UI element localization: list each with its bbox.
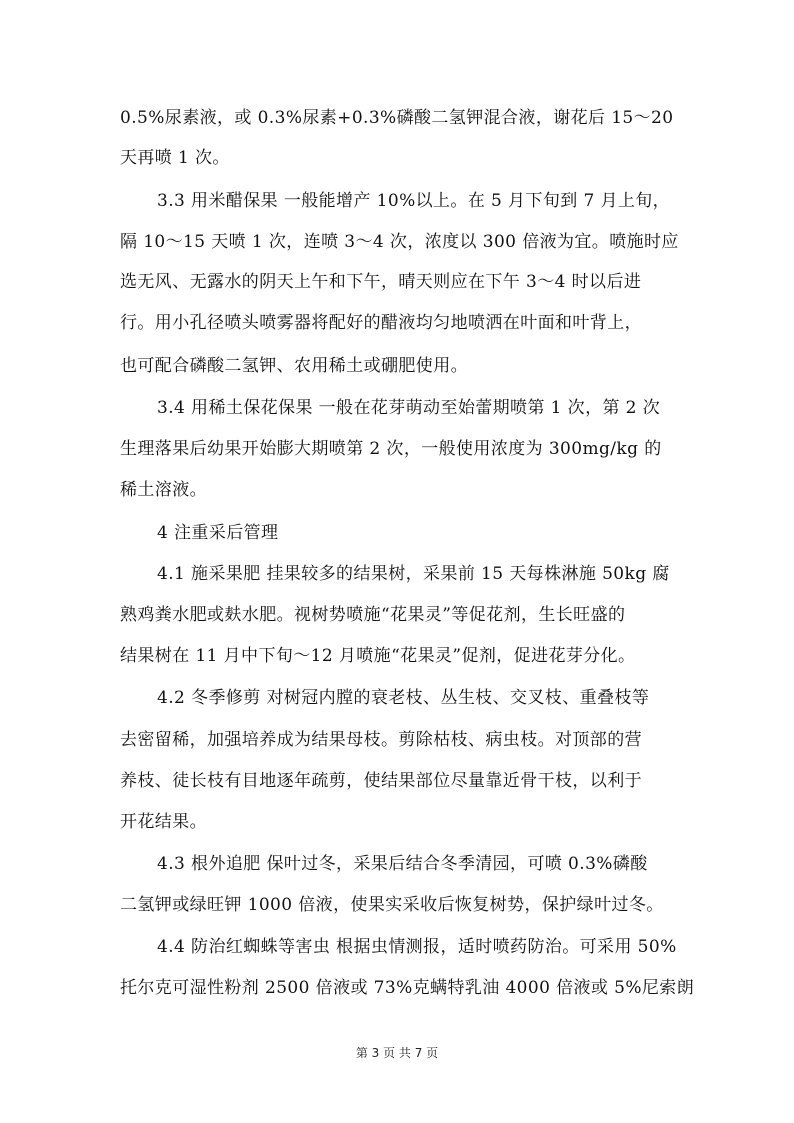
text-line: 生理落果后幼果开始膨大期喷第 2 次，一般使用浓度为 300mg/kg 的: [120, 439, 662, 459]
text-line: 二氢钾或绿旺钾 1000 倍液，使果实采收后恢复树势，保护绿叶过冬。: [120, 895, 664, 915]
paragraph-start-line: 4.4 防治红蜘蛛等害虫 根据虫情测报，适时喷药防治。可采用 50%: [157, 937, 677, 957]
text-line: 选无风、无露水的阴天上午和下午，晴天则应在下午 3～4 时以后进: [120, 272, 642, 292]
text-line: 行。用小孔径喷头喷雾器将配好的醋液均匀地喷洒在叶面和叶背上，: [120, 313, 642, 333]
text-line: 开花结果。: [120, 812, 207, 832]
text-line: 去密留稀，加强培养成为结果母枝。剪除枯枝、病虫枝。对顶部的营: [120, 730, 642, 750]
paragraph-start-line: 3.3 用米醋保果 一般能增产 10%以上。在 5 月下旬到 7 月上旬，: [157, 191, 671, 211]
text-line: 0.5%尿素液，或 0.3%尿素+0.3%磷酸二氢钾混合液，谢花后 15～20: [120, 108, 674, 128]
text-line: 也可配合磷酸二氢钾、农用稀土或硼肥使用。: [120, 356, 468, 376]
text-line: 天再喷 1 次。: [120, 148, 230, 168]
paragraph-start-line: 4.3 根外追肥 保叶过冬，采果后结合冬季清园，可喷 0.3%磷酸: [157, 854, 648, 874]
text-line: 结果树在 11 月中下旬～12 月喷施“花果灵”促剂，促进花芽分化。: [120, 646, 636, 666]
text-line: 稀土溶液。: [120, 480, 207, 500]
text-line: 熟鸡粪水肥或麸水肥。视树势喷施“花果灵”等促花剂，生长旺盛的: [120, 605, 626, 625]
page-number-footer: 第 3 页 共 7 页: [355, 1046, 439, 1060]
section-heading: 4 注重采后管理: [157, 523, 279, 543]
text-line: 养枝、徒长枝有目地逐年疏剪，使结果部位尽量靠近骨干枝，以利于: [120, 771, 642, 791]
paragraph-start-line: 4.2 冬季修剪 对树冠内膛的衰老枝、丛生枝、交叉枝、重叠枝等: [157, 688, 650, 708]
paragraph-start-line: 4.1 施采果肥 挂果较多的结果树，采果前 15 天每株淋施 50kg 腐: [157, 564, 670, 584]
paragraph-start-line: 3.4 用稀土保花保果 一般在花芽萌动至始蕾期喷第 1 次，第 2 次: [157, 398, 661, 418]
text-line: 托尔克可湿性粉剂 2500 倍液或 73%克螨特乳油 4000 倍液或 5%尼索朗: [120, 978, 695, 998]
text-line: 隔 10～15 天喷 1 次，连喷 3～4 次，浓度以 300 倍液为宜。喷施时应: [120, 232, 679, 252]
